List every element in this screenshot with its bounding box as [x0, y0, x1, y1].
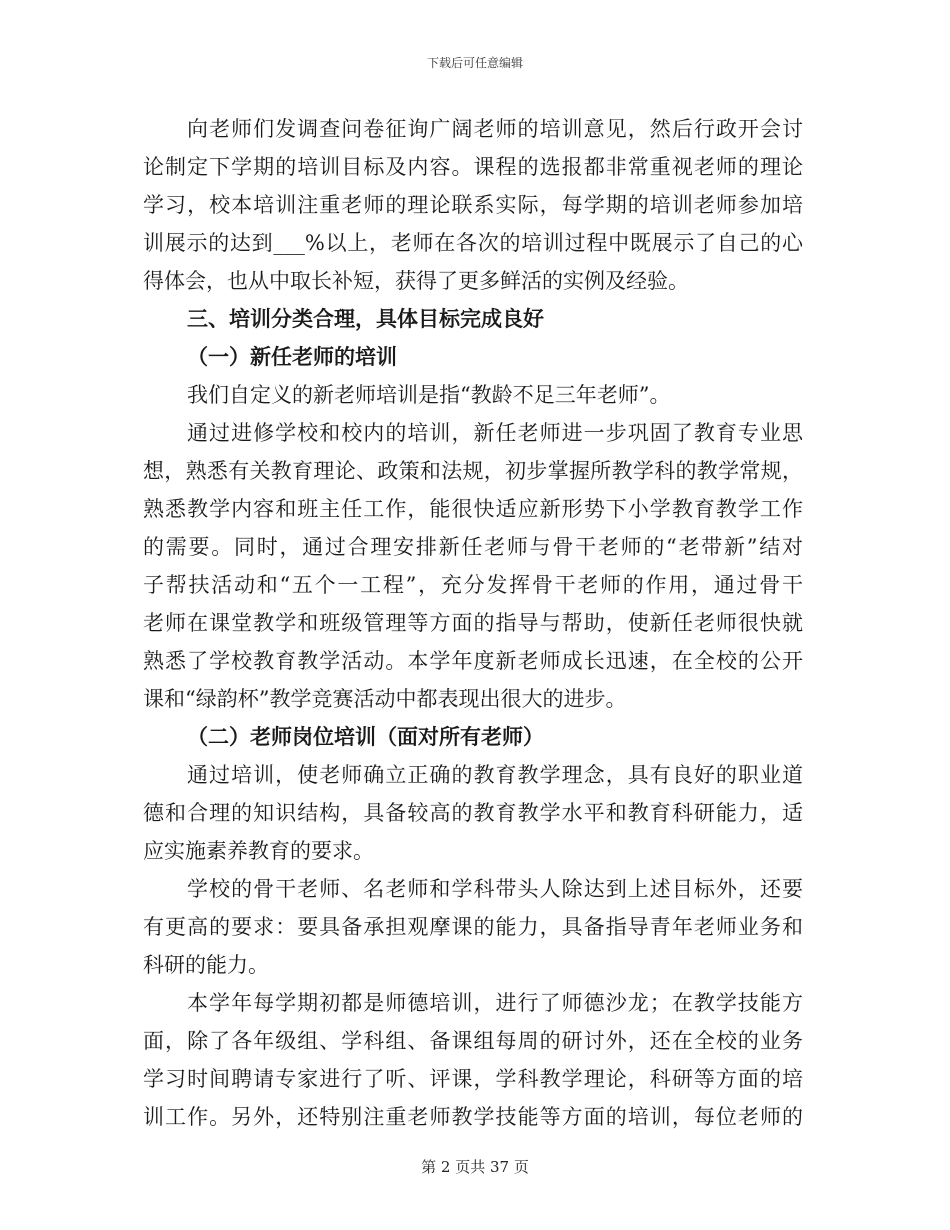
- section-heading: [143, 718, 803, 756]
- heading-text: （二）老师岗位培训（面对所有老师）: [187, 724, 544, 749]
- paragraph: [143, 376, 803, 414]
- paragraph-line: 有更高的要求：要具备承担观摩课的能力，具备指导青年老师业务和: [143, 915, 803, 939]
- paragraph-line: 论制定下学期的培训目标及内容。课程的选报都非常重视老师的理论: [143, 155, 803, 179]
- paragraph: [143, 414, 803, 718]
- paragraph-line: 本学年每学期初都是师德培训，进行了师德沙龙；在教学技能方: [187, 991, 803, 1015]
- paragraph-line: 想，熟悉有关教育理论、政策和法规，初步掌握所教学科的教学常规，: [143, 459, 803, 483]
- paragraph: [143, 870, 803, 984]
- section-heading: [143, 300, 803, 338]
- paragraph-line: 科研的能力。: [143, 953, 269, 977]
- heading-text: 三、培训分类合理，具体目标完成良好: [187, 306, 544, 331]
- paragraph: [143, 110, 803, 300]
- paragraph-line: 子帮扶活动和“五个一工程”，充分发挥骨干老师的作用，通过骨干: [143, 573, 803, 597]
- paragraph-line: 老师在课堂教学和班级管理等方面的指导与帮助，使新任老师很快就: [143, 611, 803, 635]
- paragraph-line: 熟悉教学内容和班主任工作，能很快适应新形势下小学教育教学工作: [143, 497, 803, 521]
- paragraph-line: 课和“绿韵杯”教学竞赛活动中都表现出很大的进步。: [143, 687, 627, 711]
- page-header: 下载后可任意编辑: [426, 56, 523, 70]
- paragraph-line: 应实施素养教育的要求。: [143, 839, 374, 863]
- paragraph-line: 训工作。另外，还特别注重老师教学技能等方面的培训，每位老师的: [143, 1105, 803, 1129]
- paragraph: [143, 984, 803, 1136]
- paragraph-line: 训展示的达到___%以上，老师在各次的培训过程中既展示了自己的心: [143, 231, 803, 255]
- paragraph-line: 学习时间聘请专家进行了听、评课，学科教学理论，科研等方面的培: [143, 1067, 803, 1091]
- paragraph-line: 通过进修学校和校内的培训，新任老师进一步巩固了教育专业思: [187, 421, 803, 445]
- paragraph-line: 我们自定义的新老师培训是指“教龄不足三年老师”。: [187, 383, 671, 407]
- paragraph: [143, 756, 803, 870]
- document-body: [143, 110, 803, 1136]
- paragraph-line: 面，除了各年级组、学科组、备课组每周的研讨外，还在全校的业务: [143, 1029, 803, 1053]
- paragraph-line: 通过培训，使老师确立正确的教育教学理念，具有良好的职业道: [187, 763, 803, 787]
- section-heading: [143, 338, 803, 376]
- paragraph-line: 德和合理的知识结构，具备较高的教育教学水平和教育科研能力，适: [143, 801, 803, 825]
- paragraph-line: 熟悉了学校教育教学活动。本学年度新老师成长迅速，在全校的公开: [143, 649, 803, 673]
- paragraph-line: 向老师们发调查问卷征询广阔老师的培训意见，然后行政开会讨: [187, 117, 803, 141]
- page-footer: 第 2 页共 37 页: [421, 1158, 529, 1176]
- paragraph-line: 得体会，也从中取长补短，获得了更多鲜活的实例及经验。: [143, 269, 689, 293]
- paragraph-line: 的需要。同时，通过合理安排新任老师与骨干老师的“老带新”结对: [143, 535, 803, 559]
- paragraph-line: 学习，校本培训注重老师的理论联系实际，每学期的培训老师参加培: [143, 193, 803, 217]
- heading-text: （一）新任老师的培训: [187, 344, 397, 369]
- paragraph-line: 学校的骨干老师、名老师和学科带头人除达到上述目标外，还要: [187, 877, 803, 901]
